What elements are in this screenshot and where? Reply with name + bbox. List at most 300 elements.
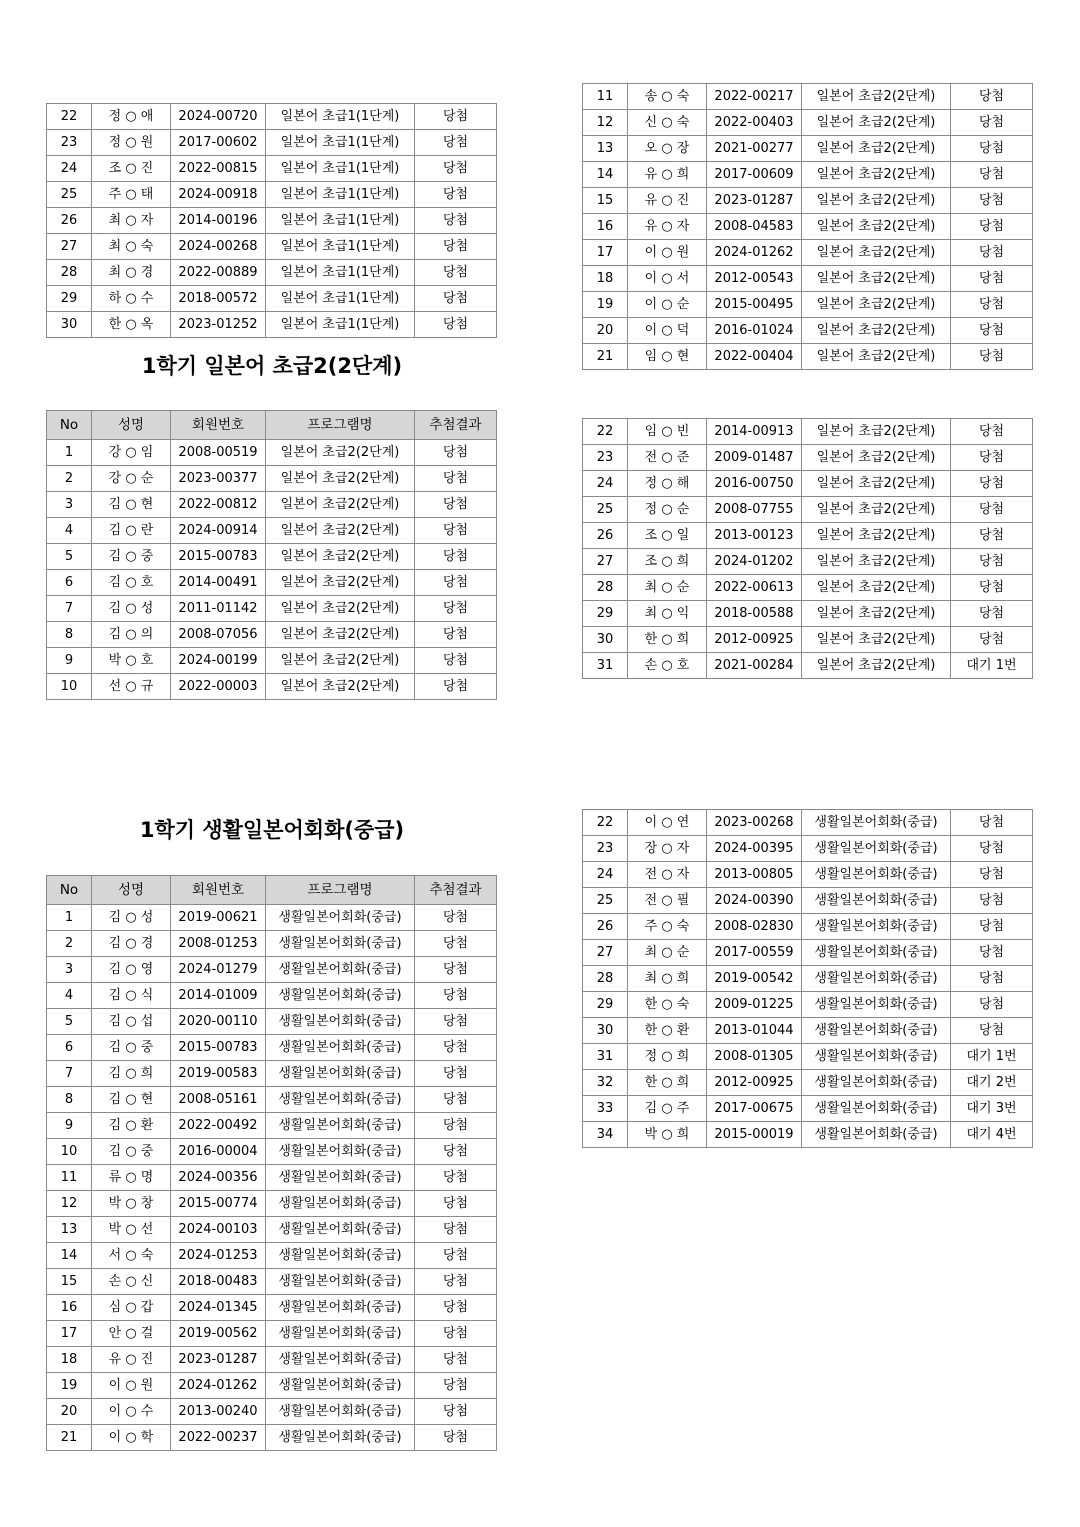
cell-no: 13 <box>583 136 628 162</box>
cell-no: 9 <box>47 648 92 674</box>
cell-result: 당첨 <box>415 208 497 234</box>
cell-member-id: 2020-00110 <box>171 1009 266 1035</box>
cell-no: 18 <box>47 1347 92 1373</box>
cell-no: 24 <box>583 862 628 888</box>
table-row <box>47 1035 497 1061</box>
cell-result: 당첨 <box>951 940 1033 966</box>
cell-name: 정 ○ 희 <box>628 1044 707 1070</box>
cell-program: 일본어 초급2(2단계) <box>266 440 415 466</box>
cell-no: 26 <box>583 523 628 549</box>
header-program: 프로그램명 <box>266 411 415 440</box>
cell-name: 주 ○ 숙 <box>628 914 707 940</box>
cell-no: 8 <box>47 1087 92 1113</box>
cell-member-id: 2008-01305 <box>707 1044 802 1070</box>
cell-name: 김 ○ 성 <box>92 596 171 622</box>
table-row <box>583 523 1033 549</box>
cell-no: 24 <box>583 471 628 497</box>
beginner2-table-part2 <box>582 83 1033 370</box>
cell-member-id: 2008-01253 <box>171 931 266 957</box>
table-row <box>583 188 1033 214</box>
cell-no: 16 <box>47 1295 92 1321</box>
cell-program: 일본어 초급2(2단계) <box>802 318 951 344</box>
cell-result: 당첨 <box>951 471 1033 497</box>
cell-result: 당첨 <box>415 648 497 674</box>
table-row <box>583 653 1033 679</box>
table-row <box>583 84 1033 110</box>
table-row <box>47 983 497 1009</box>
cell-program: 생활일본어회화(중급) <box>266 1087 415 1113</box>
header-result: 추첨결과 <box>415 876 497 905</box>
cell-no: 5 <box>47 544 92 570</box>
cell-member-id: 2022-00403 <box>707 110 802 136</box>
cell-no: 2 <box>47 466 92 492</box>
table-row <box>583 162 1033 188</box>
cell-program: 생활일본어회화(중급) <box>266 1217 415 1243</box>
cell-no: 33 <box>583 1096 628 1122</box>
cell-member-id: 2024-00103 <box>171 1217 266 1243</box>
cell-result: 당첨 <box>951 523 1033 549</box>
table-row <box>583 810 1033 836</box>
cell-name: 이 ○ 수 <box>92 1399 171 1425</box>
table-row <box>47 931 497 957</box>
conversation-table-part2 <box>582 809 1033 1148</box>
cell-result: 당첨 <box>951 292 1033 318</box>
cell-program: 생활일본어회화(중급) <box>266 1061 415 1087</box>
cell-member-id: 2024-00720 <box>171 104 266 130</box>
cell-result: 당첨 <box>951 549 1033 575</box>
cell-result: 당첨 <box>415 544 497 570</box>
cell-program: 일본어 초급2(2단계) <box>802 84 951 110</box>
cell-result: 당첨 <box>415 1009 497 1035</box>
cell-member-id: 2017-00559 <box>707 940 802 966</box>
cell-name: 유 ○ 희 <box>628 162 707 188</box>
cell-result: 당첨 <box>415 1191 497 1217</box>
cell-no: 3 <box>47 957 92 983</box>
cell-program: 생활일본어회화(중급) <box>266 1035 415 1061</box>
table-row <box>47 286 497 312</box>
cell-result: 당첨 <box>951 188 1033 214</box>
cell-no: 29 <box>583 992 628 1018</box>
cell-no: 10 <box>47 1139 92 1165</box>
cell-name: 강 ○ 순 <box>92 466 171 492</box>
table-row <box>583 344 1033 370</box>
cell-member-id: 2024-00395 <box>707 836 802 862</box>
cell-program: 생활일본어회화(중급) <box>266 1009 415 1035</box>
cell-member-id: 2024-01345 <box>171 1295 266 1321</box>
table-row <box>47 905 497 931</box>
cell-name: 이 ○ 원 <box>92 1373 171 1399</box>
cell-result: 당첨 <box>415 1321 497 1347</box>
cell-member-id: 2022-00217 <box>707 84 802 110</box>
table-row <box>47 208 497 234</box>
cell-program: 일본어 초급2(2단계) <box>266 518 415 544</box>
cell-name: 박 ○ 희 <box>628 1122 707 1148</box>
cell-result: 당첨 <box>951 445 1033 471</box>
cell-member-id: 2018-00483 <box>171 1269 266 1295</box>
cell-member-id: 2024-01202 <box>707 549 802 575</box>
table-row <box>47 674 497 700</box>
cell-result: 당첨 <box>951 966 1033 992</box>
cell-member-id: 2019-00542 <box>707 966 802 992</box>
cell-no: 3 <box>47 492 92 518</box>
cell-no: 6 <box>47 570 92 596</box>
table-row <box>583 1070 1033 1096</box>
header-name: 성명 <box>92 411 171 440</box>
cell-no: 16 <box>583 214 628 240</box>
cell-program: 일본어 초급2(2단계) <box>802 162 951 188</box>
cell-name: 이 ○ 순 <box>628 292 707 318</box>
cell-member-id: 2023-01287 <box>707 188 802 214</box>
table-row <box>47 260 497 286</box>
cell-result: 당첨 <box>415 1269 497 1295</box>
cell-result: 당첨 <box>415 570 497 596</box>
table-row <box>47 622 497 648</box>
cell-member-id: 2021-00284 <box>707 653 802 679</box>
cell-name: 오 ○ 장 <box>628 136 707 162</box>
table-row <box>583 471 1033 497</box>
cell-member-id: 2024-01279 <box>171 957 266 983</box>
table-row <box>583 549 1033 575</box>
cell-program: 생활일본어회화(중급) <box>266 1165 415 1191</box>
cell-program: 생활일본어회화(중급) <box>266 1113 415 1139</box>
cell-member-id: 2021-00277 <box>707 136 802 162</box>
table-row <box>583 240 1033 266</box>
cell-member-id: 2015-00783 <box>171 544 266 570</box>
cell-member-id: 2012-00925 <box>707 627 802 653</box>
cell-member-id: 2022-00815 <box>171 156 266 182</box>
table-row <box>47 182 497 208</box>
cell-no: 20 <box>47 1399 92 1425</box>
cell-name: 김 ○ 호 <box>92 570 171 596</box>
cell-name: 김 ○ 중 <box>92 1035 171 1061</box>
cell-result: 대기 1번 <box>951 1044 1033 1070</box>
conversation-table-part1 <box>46 875 497 1451</box>
cell-program: 생활일본어회화(중급) <box>802 966 951 992</box>
cell-name: 심 ○ 갑 <box>92 1295 171 1321</box>
cell-program: 일본어 초급2(2단계) <box>802 549 951 575</box>
cell-no: 2 <box>47 931 92 957</box>
table-row <box>583 419 1033 445</box>
cell-no: 10 <box>47 674 92 700</box>
cell-name: 전 ○ 필 <box>628 888 707 914</box>
cell-program: 일본어 초급2(2단계) <box>802 653 951 679</box>
table-row <box>583 292 1033 318</box>
cell-program: 일본어 초급2(2단계) <box>802 523 951 549</box>
cell-program: 생활일본어회화(중급) <box>266 1347 415 1373</box>
cell-program: 일본어 초급1(1단계) <box>266 312 415 338</box>
table-row <box>583 318 1033 344</box>
cell-no: 19 <box>583 292 628 318</box>
cell-no: 22 <box>583 419 628 445</box>
header-member-id: 회원번호 <box>171 411 266 440</box>
table-row <box>47 1295 497 1321</box>
section-title-conversation: 1학기 생활일본어회화(중급) <box>139 818 405 842</box>
cell-result: 당첨 <box>415 440 497 466</box>
cell-no: 15 <box>47 1269 92 1295</box>
cell-name: 조 ○ 진 <box>92 156 171 182</box>
cell-no: 21 <box>47 1425 92 1451</box>
cell-member-id: 2014-01009 <box>171 983 266 1009</box>
cell-program: 일본어 초급1(1단계) <box>266 234 415 260</box>
table-row <box>47 1399 497 1425</box>
table-row <box>47 1165 497 1191</box>
cell-name: 서 ○ 숙 <box>92 1243 171 1269</box>
cell-result: 당첨 <box>951 1018 1033 1044</box>
cell-result: 당첨 <box>415 1035 497 1061</box>
cell-program: 일본어 초급1(1단계) <box>266 182 415 208</box>
table-row <box>583 1122 1033 1148</box>
table-row <box>47 312 497 338</box>
cell-result: 당첨 <box>951 136 1033 162</box>
cell-program: 일본어 초급1(1단계) <box>266 208 415 234</box>
cell-result: 당첨 <box>415 957 497 983</box>
cell-result: 당첨 <box>415 1087 497 1113</box>
cell-member-id: 2024-00356 <box>171 1165 266 1191</box>
cell-result: 대기 3번 <box>951 1096 1033 1122</box>
cell-program: 일본어 초급2(2단계) <box>266 466 415 492</box>
cell-result: 당첨 <box>415 260 497 286</box>
cell-name: 조 ○ 희 <box>628 549 707 575</box>
cell-result: 당첨 <box>415 182 497 208</box>
cell-no: 29 <box>583 601 628 627</box>
cell-no: 27 <box>583 940 628 966</box>
table-row <box>583 575 1033 601</box>
cell-no: 5 <box>47 1009 92 1035</box>
cell-program: 생활일본어회화(중급) <box>266 1243 415 1269</box>
cell-name: 김 ○ 영 <box>92 957 171 983</box>
cell-no: 14 <box>47 1243 92 1269</box>
cell-name: 이 ○ 원 <box>628 240 707 266</box>
cell-member-id: 2012-00925 <box>707 1070 802 1096</box>
cell-program: 생활일본어회화(중급) <box>266 1269 415 1295</box>
cell-program: 일본어 초급2(2단계) <box>802 136 951 162</box>
cell-no: 21 <box>583 344 628 370</box>
cell-result: 당첨 <box>951 914 1033 940</box>
cell-result: 당첨 <box>951 84 1033 110</box>
cell-no: 6 <box>47 1035 92 1061</box>
cell-name: 이 ○ 덕 <box>628 318 707 344</box>
table-row <box>583 601 1033 627</box>
cell-result: 당첨 <box>415 1139 497 1165</box>
cell-name: 정 ○ 순 <box>628 497 707 523</box>
cell-program: 생활일본어회화(중급) <box>266 1139 415 1165</box>
cell-result: 당첨 <box>415 983 497 1009</box>
cell-program: 생활일본어회화(중급) <box>802 1070 951 1096</box>
cell-no: 20 <box>583 318 628 344</box>
cell-member-id: 2022-00613 <box>707 575 802 601</box>
cell-program: 생활일본어회화(중급) <box>266 931 415 957</box>
cell-member-id: 2019-00621 <box>171 905 266 931</box>
cell-program: 생활일본어회화(중급) <box>266 1295 415 1321</box>
cell-program: 일본어 초급2(2단계) <box>802 110 951 136</box>
cell-no: 30 <box>583 1018 628 1044</box>
cell-name: 안 ○ 걸 <box>92 1321 171 1347</box>
table-row <box>583 1018 1033 1044</box>
cell-result: 당첨 <box>415 596 497 622</box>
cell-member-id: 2015-00774 <box>171 1191 266 1217</box>
cell-no: 26 <box>47 208 92 234</box>
table-row <box>47 1321 497 1347</box>
table-row <box>583 445 1033 471</box>
table-row <box>583 1096 1033 1122</box>
table-row <box>583 992 1033 1018</box>
cell-program: 일본어 초급2(2단계) <box>802 627 951 653</box>
cell-name: 유 ○ 진 <box>628 188 707 214</box>
cell-no: 1 <box>47 905 92 931</box>
header-member-id: 회원번호 <box>171 876 266 905</box>
cell-member-id: 2022-00404 <box>707 344 802 370</box>
cell-no: 32 <box>583 1070 628 1096</box>
cell-name: 한 ○ 환 <box>628 1018 707 1044</box>
cell-member-id: 2024-01262 <box>171 1373 266 1399</box>
cell-program: 생활일본어회화(중급) <box>266 983 415 1009</box>
table-row <box>47 518 497 544</box>
cell-member-id: 2013-00240 <box>171 1399 266 1425</box>
cell-result: 당첨 <box>415 156 497 182</box>
cell-result: 당첨 <box>415 1295 497 1321</box>
cell-member-id: 2024-01262 <box>707 240 802 266</box>
cell-program: 일본어 초급2(2단계) <box>802 601 951 627</box>
cell-name: 김 ○ 란 <box>92 518 171 544</box>
cell-no: 30 <box>47 312 92 338</box>
cell-member-id: 2023-00377 <box>171 466 266 492</box>
cell-program: 생활일본어회화(중급) <box>266 1399 415 1425</box>
table-row <box>583 862 1033 888</box>
cell-result: 당첨 <box>951 810 1033 836</box>
cell-name: 신 ○ 숙 <box>628 110 707 136</box>
cell-member-id: 2009-01487 <box>707 445 802 471</box>
table-row <box>47 1217 497 1243</box>
cell-name: 박 ○ 창 <box>92 1191 171 1217</box>
cell-member-id: 2014-00913 <box>707 419 802 445</box>
cell-member-id: 2014-00491 <box>171 570 266 596</box>
cell-result: 당첨 <box>415 312 497 338</box>
cell-name: 김 ○ 환 <box>92 1113 171 1139</box>
cell-program: 생활일본어회화(중급) <box>802 810 951 836</box>
cell-name: 김 ○ 식 <box>92 983 171 1009</box>
cell-program: 일본어 초급1(1단계) <box>266 260 415 286</box>
table-row <box>583 914 1033 940</box>
cell-program: 생활일본어회화(중급) <box>802 1096 951 1122</box>
cell-member-id: 2008-07056 <box>171 622 266 648</box>
cell-name: 김 ○ 의 <box>92 622 171 648</box>
cell-no: 23 <box>47 130 92 156</box>
cell-name: 최 ○ 경 <box>92 260 171 286</box>
table-row <box>47 544 497 570</box>
cell-name: 유 ○ 진 <box>92 1347 171 1373</box>
cell-name: 최 ○ 자 <box>92 208 171 234</box>
cell-name: 전 ○ 자 <box>628 862 707 888</box>
cell-no: 1 <box>47 440 92 466</box>
cell-result: 당첨 <box>415 286 497 312</box>
cell-name: 최 ○ 익 <box>628 601 707 627</box>
cell-program: 일본어 초급2(2단계) <box>266 648 415 674</box>
cell-program: 일본어 초급1(1단계) <box>266 104 415 130</box>
cell-no: 13 <box>47 1217 92 1243</box>
cell-program: 생활일본어회화(중급) <box>266 1425 415 1451</box>
cell-no: 30 <box>583 627 628 653</box>
cell-result: 당첨 <box>415 931 497 957</box>
cell-name: 김 ○ 주 <box>628 1096 707 1122</box>
cell-result: 당첨 <box>415 466 497 492</box>
cell-no: 18 <box>583 266 628 292</box>
cell-member-id: 2017-00602 <box>171 130 266 156</box>
cell-name: 이 ○ 서 <box>628 266 707 292</box>
cell-member-id: 2024-00914 <box>171 518 266 544</box>
table-row <box>47 1113 497 1139</box>
cell-result: 당첨 <box>951 888 1033 914</box>
cell-member-id: 2013-00123 <box>707 523 802 549</box>
cell-name: 하 ○ 수 <box>92 286 171 312</box>
cell-name: 장 ○ 자 <box>628 836 707 862</box>
cell-name: 한 ○ 옥 <box>92 312 171 338</box>
cell-name: 김 ○ 현 <box>92 492 171 518</box>
cell-no: 24 <box>47 156 92 182</box>
cell-result: 당첨 <box>415 1347 497 1373</box>
table-row <box>47 156 497 182</box>
cell-member-id: 2024-01253 <box>171 1243 266 1269</box>
cell-result: 당첨 <box>951 627 1033 653</box>
header-name: 성명 <box>92 876 171 905</box>
table-row <box>47 104 497 130</box>
cell-result: 당첨 <box>951 266 1033 292</box>
cell-name: 유 ○ 자 <box>628 214 707 240</box>
cell-name: 정 ○ 애 <box>92 104 171 130</box>
cell-program: 일본어 초급2(2단계) <box>802 240 951 266</box>
cell-name: 김 ○ 중 <box>92 544 171 570</box>
cell-program: 생활일본어회화(중급) <box>802 1044 951 1070</box>
cell-result: 대기 1번 <box>951 653 1033 679</box>
cell-no: 8 <box>47 622 92 648</box>
cell-no: 12 <box>583 110 628 136</box>
table-row <box>583 836 1033 862</box>
cell-result: 당첨 <box>415 1425 497 1451</box>
cell-member-id: 2008-04583 <box>707 214 802 240</box>
cell-member-id: 2018-00588 <box>707 601 802 627</box>
cell-member-id: 2019-00583 <box>171 1061 266 1087</box>
cell-member-id: 2019-00562 <box>171 1321 266 1347</box>
cell-result: 당첨 <box>415 234 497 260</box>
cell-name: 최 ○ 순 <box>628 940 707 966</box>
cell-result: 당첨 <box>415 1113 497 1139</box>
cell-member-id: 2008-00519 <box>171 440 266 466</box>
cell-name: 한 ○ 희 <box>628 627 707 653</box>
cell-no: 7 <box>47 596 92 622</box>
cell-name: 조 ○ 일 <box>628 523 707 549</box>
cell-name: 선 ○ 규 <box>92 674 171 700</box>
cell-result: 당첨 <box>951 601 1033 627</box>
cell-name: 김 ○ 중 <box>92 1139 171 1165</box>
cell-result: 당첨 <box>415 492 497 518</box>
cell-program: 일본어 초급2(2단계) <box>266 622 415 648</box>
cell-program: 생활일본어회화(중급) <box>802 992 951 1018</box>
cell-result: 당첨 <box>951 862 1033 888</box>
cell-member-id: 2018-00572 <box>171 286 266 312</box>
cell-program: 일본어 초급2(2단계) <box>802 188 951 214</box>
cell-result: 당첨 <box>951 214 1033 240</box>
cell-no: 17 <box>47 1321 92 1347</box>
cell-member-id: 2008-07755 <box>707 497 802 523</box>
cell-no: 7 <box>47 1061 92 1087</box>
cell-no: 29 <box>47 286 92 312</box>
cell-result: 당첨 <box>415 1373 497 1399</box>
cell-name: 전 ○ 준 <box>628 445 707 471</box>
cell-result: 당첨 <box>415 1165 497 1191</box>
cell-program: 생활일본어회화(중급) <box>802 940 951 966</box>
cell-name: 박 ○ 호 <box>92 648 171 674</box>
cell-member-id: 2015-00019 <box>707 1122 802 1148</box>
cell-name: 손 ○ 호 <box>628 653 707 679</box>
